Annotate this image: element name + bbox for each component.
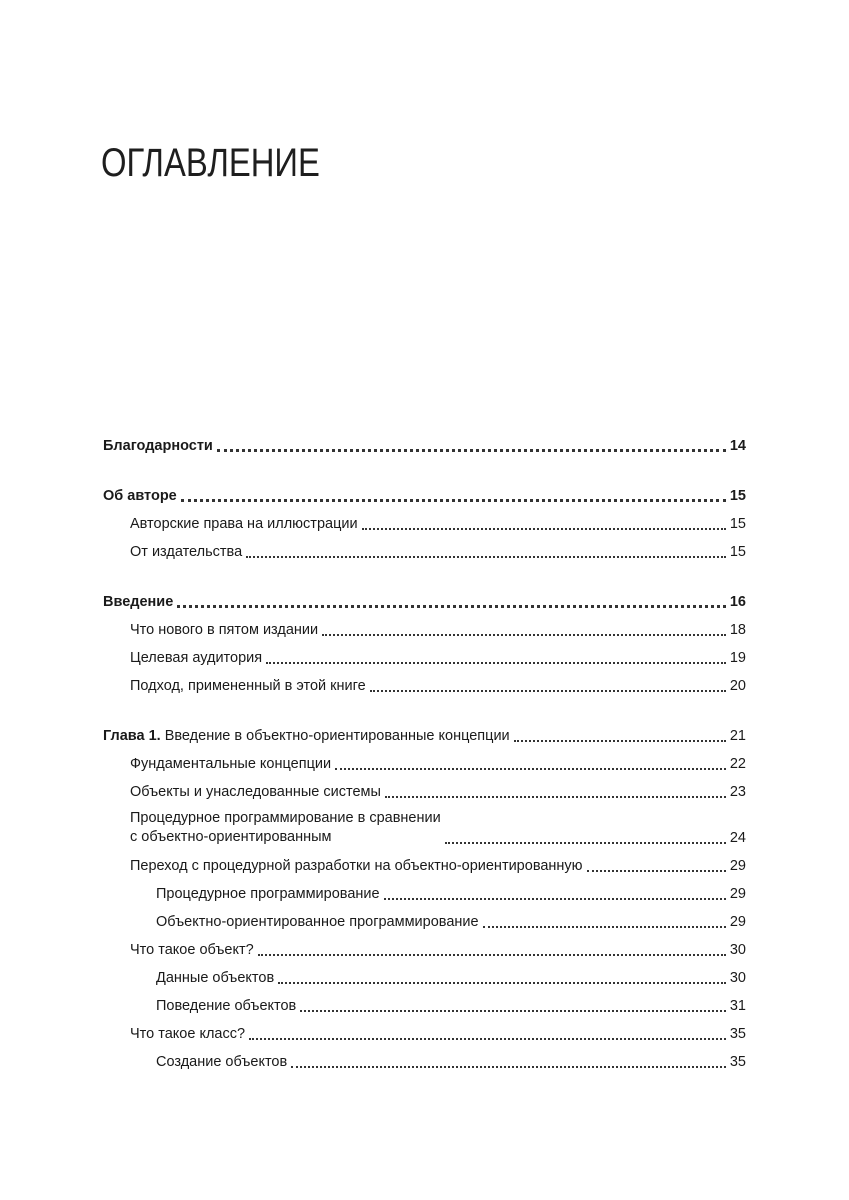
dot-leader	[249, 1037, 726, 1040]
toc-entry-label: Переход с процедурной разработки на объектно-ориентированную	[130, 858, 583, 874]
toc-entry-label: Объекты и унаследованные системы	[130, 784, 381, 800]
toc-entry-label: Создание объектов	[156, 1054, 288, 1070]
toc-entry-oop[interactable]	[103, 903, 746, 931]
toc-entry-transition[interactable]	[103, 847, 746, 875]
toc-page-number: 23	[729, 784, 746, 800]
toc-entry-legacy[interactable]	[103, 773, 746, 801]
dot-leader	[335, 767, 726, 770]
toc-page-number: 20	[729, 678, 746, 694]
toc-page-number: 15	[729, 488, 746, 504]
toc-page-number: 24	[729, 830, 746, 846]
dot-leader	[483, 925, 726, 928]
toc-entry-label: Что такое объект?	[130, 942, 254, 958]
dot-leader	[384, 897, 726, 900]
toc-entry-what-is-class[interactable]	[103, 1015, 746, 1043]
dot-leader	[385, 795, 726, 798]
toc-entry-label: Что нового в пятом издании	[130, 622, 319, 638]
toc-entry-what-is-object[interactable]	[103, 931, 746, 959]
dot-leader	[322, 633, 726, 636]
dot-leader	[266, 661, 726, 664]
toc-page-number: 29	[729, 858, 746, 874]
dot-leader	[291, 1065, 726, 1068]
toc-entry-label: Процедурное программирование	[156, 886, 380, 902]
toc-entry-whats-new[interactable]	[103, 611, 746, 639]
toc-entry-acknowledgments[interactable]	[103, 427, 746, 455]
toc-entry-label: Поведение объектов	[156, 998, 297, 1014]
toc-entry-label: Фундаментальные концепции	[130, 756, 332, 772]
dot-leader	[445, 841, 726, 844]
toc-entry-label: Что такое класс?	[130, 1026, 246, 1042]
toc-entry-object-data[interactable]	[103, 959, 746, 987]
toc-entry-line-2: с объектно-ориентированным	[130, 829, 332, 845]
toc-entry-label: Благодарности	[103, 438, 213, 454]
toc-entry-label: От издательства	[130, 544, 243, 560]
toc-page-number: 15	[729, 516, 746, 532]
toc-entry-from-publisher[interactable]	[103, 533, 746, 561]
toc-page-number: 22	[729, 756, 746, 772]
table-of-contents	[103, 427, 746, 1071]
toc-entry-introduction[interactable]	[103, 583, 746, 611]
dot-leader	[258, 953, 726, 956]
toc-entry-object-behavior[interactable]	[103, 987, 746, 1015]
toc-entry-label: Введение	[103, 594, 174, 610]
toc-entry-label: Подход, примененный в этой книге	[130, 678, 366, 694]
dot-leader	[587, 869, 726, 872]
dot-leader	[217, 448, 726, 452]
toc-entry-label: Данные объектов	[156, 970, 275, 986]
toc-page-number: 30	[729, 970, 746, 986]
dot-leader	[246, 555, 726, 558]
toc-page-number: 18	[729, 622, 746, 638]
toc-entry-fundamental[interactable]	[103, 745, 746, 773]
toc-entry-chapter-1[interactable]	[103, 717, 746, 745]
toc-entry-label	[130, 809, 443, 847]
toc-entry-creating-objects[interactable]	[103, 1043, 746, 1071]
page-title: ОГЛАВЛЕНИЕ	[101, 141, 320, 185]
toc-entry-procedural[interactable]	[103, 875, 746, 903]
toc-page-number: 14	[729, 438, 746, 454]
toc-page-number: 21	[729, 728, 746, 744]
toc-page-number: 30	[729, 942, 746, 958]
chapter-title: Введение в объектно-ориентированные концепции	[164, 728, 510, 744]
toc-page-number: 29	[729, 914, 746, 930]
toc-page-number: 29	[729, 886, 746, 902]
toc-entry-approach[interactable]	[103, 667, 746, 695]
dot-leader	[181, 498, 726, 502]
dot-leader	[514, 739, 726, 742]
toc-entry-label	[103, 727, 512, 745]
toc-page-number: 15	[729, 544, 746, 560]
toc-entry-audience[interactable]	[103, 639, 746, 667]
toc-page-number: 31	[729, 998, 746, 1014]
dot-leader	[278, 981, 726, 984]
toc-entry-line-1: Процедурное программирование в сравнении	[130, 810, 441, 826]
toc-entry-illustration-rights[interactable]	[103, 505, 746, 533]
toc-page-number: 35	[729, 1054, 746, 1070]
toc-entry-about-author[interactable]	[103, 477, 746, 505]
chapter-number: Глава 1.	[103, 728, 161, 744]
dot-leader	[370, 689, 726, 692]
toc-page-number: 35	[729, 1026, 746, 1042]
toc-page-number: 16	[729, 594, 746, 610]
toc-entry-label: Авторские права на иллюстрации	[130, 516, 358, 532]
dot-leader	[300, 1009, 726, 1012]
toc-entry-label: Целевая аудитория	[130, 650, 263, 666]
toc-entry-procedural-vs-oo[interactable]	[103, 801, 746, 847]
dot-leader	[177, 604, 726, 608]
toc-entry-label: Объектно-ориентированное программирование	[156, 914, 479, 930]
toc-page-number: 19	[729, 650, 746, 666]
toc-entry-label: Об авторе	[103, 488, 177, 504]
dot-leader	[362, 527, 726, 530]
